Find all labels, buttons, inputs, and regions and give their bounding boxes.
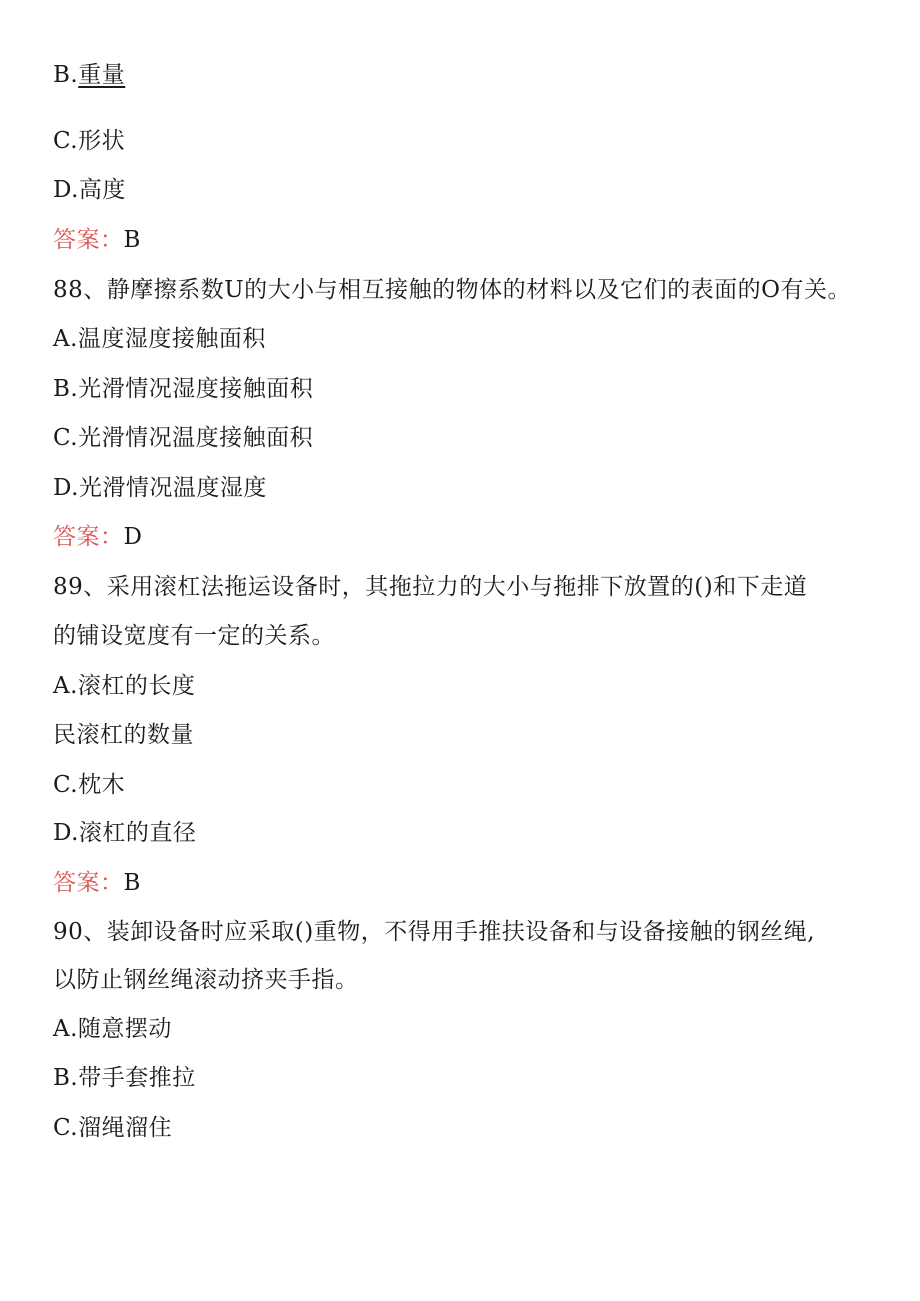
q87-answer-label: 答案：: [53, 227, 124, 253]
q87-option-b-prefix: B.: [53, 62, 79, 88]
q88-option-b: B.光滑情况湿度接触面积: [53, 376, 314, 402]
q89-option-c: C.枕木: [53, 772, 126, 798]
q89-answer-label: 答案：: [53, 870, 124, 896]
q89-answer: [53, 868, 141, 898]
q88-option-d: D.光滑情况温度湿度: [53, 475, 267, 501]
q89-answer-value: B: [123, 870, 141, 896]
q89-option-d: D.滚杠的直径: [53, 820, 197, 846]
q88-question: 88、静摩擦系数U的大小与相互接触的物体的材料以及它们的表面的O有关。: [53, 277, 852, 303]
q87-answer: [53, 225, 141, 255]
q90-option-b: B.带手套推拉: [53, 1065, 196, 1091]
q89-question-line1: 89、采用滚杠法拖运设备时，其拖拉力的大小与拖排下放置的()和下走道: [53, 574, 808, 600]
q90-option-a: A.随意摆动: [53, 1016, 172, 1042]
q89-question-line2: 的铺设宽度有一定的关系。: [53, 623, 335, 649]
q87-option-b: [53, 60, 125, 90]
q90-question-line1: 90、装卸设备时应采取()重物，不得用手推扶设备和与设备接触的钢丝绳,: [53, 919, 816, 945]
q89-option-a: A.滚杠的长度: [53, 673, 196, 699]
q88-answer-label: 答案：: [53, 524, 124, 550]
q90-question-line2: 以防止钢丝绳滚动挤夹手指。: [53, 967, 359, 993]
q87-option-c: C.形状: [53, 128, 126, 154]
q87-option-d: D.高度: [53, 177, 126, 203]
q90-option-c: C.溜绳溜住: [53, 1115, 173, 1141]
q88-option-c: C.光滑情况温度接触面积: [53, 425, 314, 451]
q89-option-b: 民滚杠的数量: [53, 722, 194, 748]
q87-answer-value: B: [123, 227, 141, 253]
q87-option-b-text: 重量: [78, 62, 126, 88]
q88-option-a: A.温度湿度接触面积: [53, 326, 266, 352]
q88-answer: [53, 522, 142, 552]
q88-answer-value: D: [123, 524, 143, 550]
